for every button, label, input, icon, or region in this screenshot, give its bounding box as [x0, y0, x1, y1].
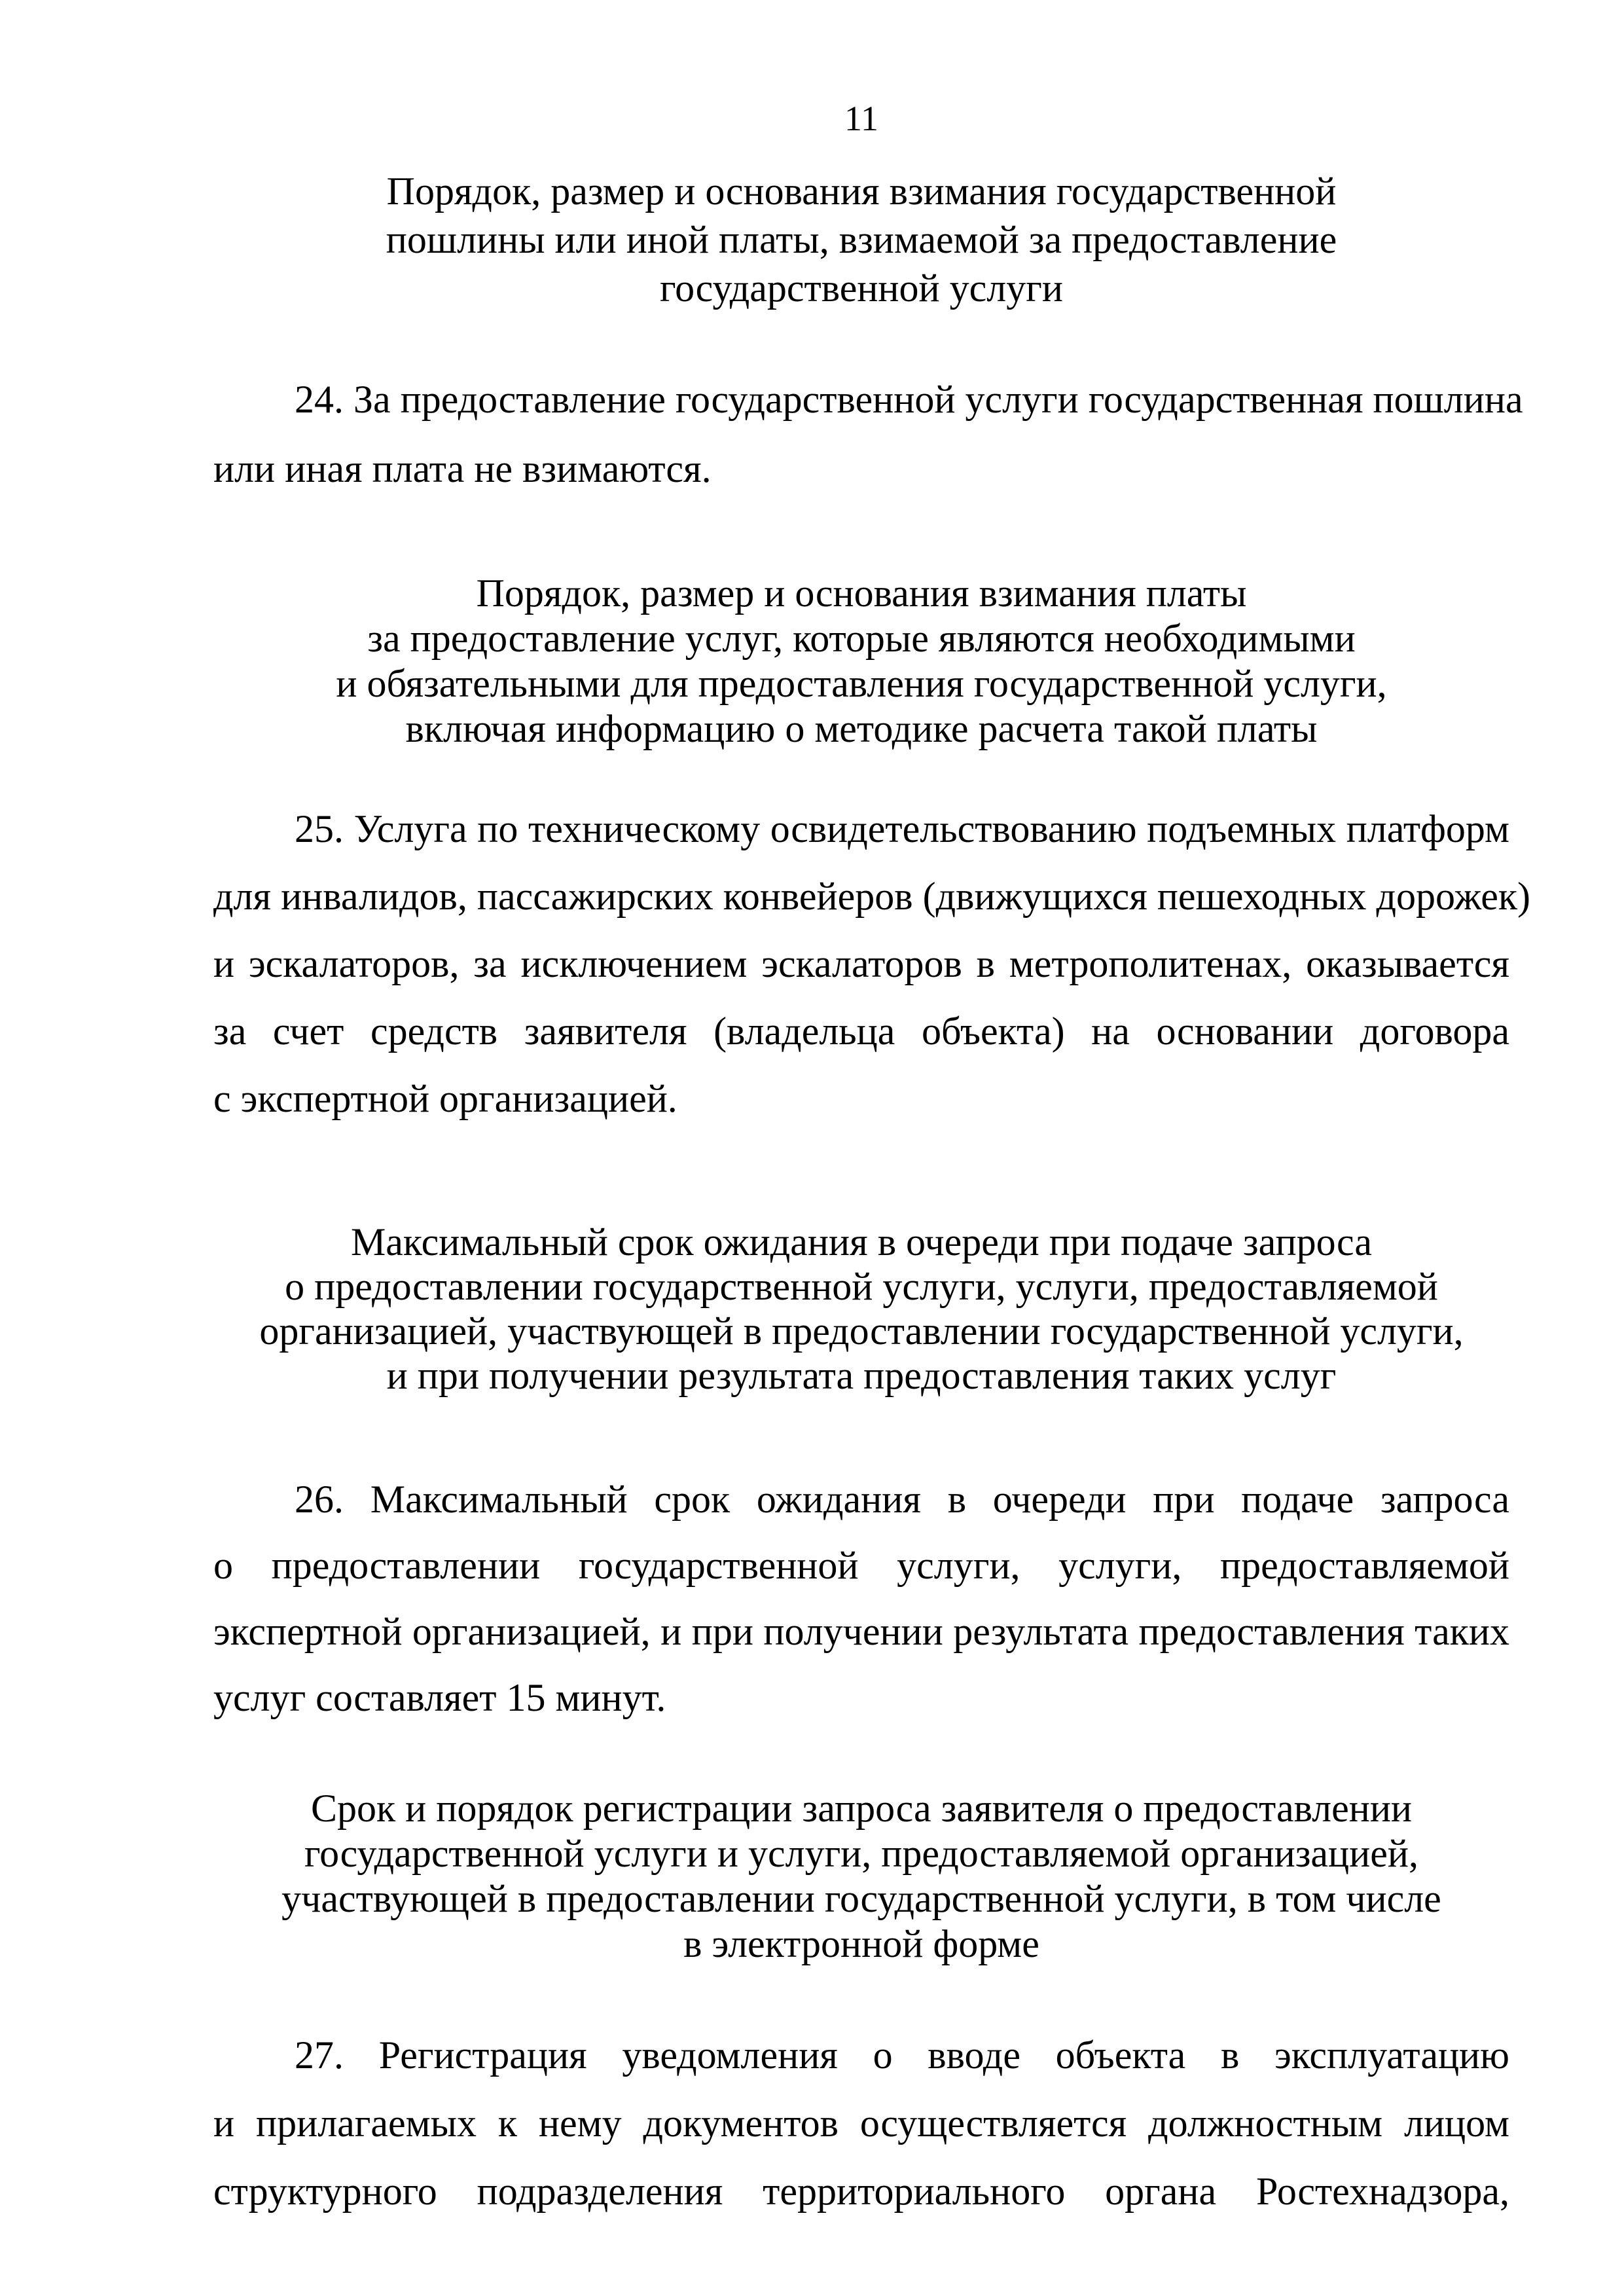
heading-line: за предоставление услуг, которые являются необходимыми	[367, 617, 1356, 660]
heading-line: о предоставлении государственной услуги, услуги, предоставляемой	[285, 1265, 1438, 1308]
page-number: 11	[844, 99, 878, 138]
heading-line: и при получении результата предоставления таких услуг	[386, 1354, 1337, 1397]
paragraph-line: 27. Регистрация уведомления о вводе объекта в эксплуатацию	[295, 2033, 1509, 2077]
paragraph-line: о предоставлении государственной услуги, услуги, предоставляемой	[213, 1544, 1509, 1587]
paragraph-line: экспертной организацией, и при получении результата предоставления таких	[213, 1610, 1509, 1653]
heading-line: и обязательными для предоставления государственной услуги,	[336, 662, 1387, 705]
section-heading-fees	[213, 167, 1509, 312]
paragraph-27	[213, 2021, 1509, 2225]
paragraph-line: и эскалаторов, за исключением эскалаторов в метрополитенах, оказывается	[213, 942, 1509, 985]
heading-line: пошлины или иной платы, взимаемой за предоставление	[386, 218, 1337, 261]
heading-line: государственной услуги и услуги, предоставляемой организацией,	[304, 1832, 1419, 1875]
paragraph-25	[213, 795, 1530, 1133]
paragraph-line: услуг составляет 15 минут.	[213, 1676, 666, 1719]
paragraph-line: для инвалидов, пассажирских конвейеров (движущихся пешеходных дорожек)	[213, 875, 1530, 918]
paragraph-line: структурного подразделения территориального органа Ростехнадзора,	[213, 2170, 1509, 2213]
paragraph-24	[213, 365, 1523, 503]
paragraph-line: 25. Услуга по техническому освидетельствованию подъемных платформ	[295, 807, 1509, 850]
heading-line: Максимальный срок ожидания в очереди при подаче запроса	[350, 1220, 1373, 1264]
heading-line: Порядок, размер и основания взимания платы	[476, 572, 1247, 615]
heading-line: Срок и порядок регистрации запроса заявителя о предоставлении	[310, 1787, 1413, 1830]
heading-line: включая информацию о методике расчета такой платы	[405, 707, 1318, 750]
paragraph-26	[213, 1467, 1509, 1731]
section-heading-required-services-fees	[213, 571, 1509, 752]
heading-line: в электронной форме	[683, 1922, 1039, 1965]
heading-line: организацией, участвующей в предоставлении государственной услуги,	[259, 1309, 1464, 1353]
paragraph-line: за счет средств заявителя (владельца объекта) на основании договора	[213, 1010, 1509, 1053]
paragraph-line: или иная плата не взимаются.	[213, 447, 712, 490]
paragraph-line: с экспертной организацией.	[213, 1077, 677, 1120]
section-heading-queue-time	[213, 1220, 1509, 1398]
paragraph-line: 26. Максимальный срок ожидания в очереди при подаче запроса	[295, 1478, 1509, 1521]
section-heading-registration	[213, 1786, 1509, 1967]
paragraph-line: и прилагаемых к нему документов осуществляется должностным лицом	[213, 2102, 1509, 2145]
heading-line: государственной услуги	[660, 266, 1063, 310]
heading-line: участвующей в предоставлении государственной услуги, в том числе	[281, 1877, 1441, 1920]
heading-line: Порядок, размер и основания взимания государственной	[386, 170, 1337, 213]
paragraph-line: 24. За предоставление государственной услуги государственная пошлина	[295, 378, 1523, 421]
